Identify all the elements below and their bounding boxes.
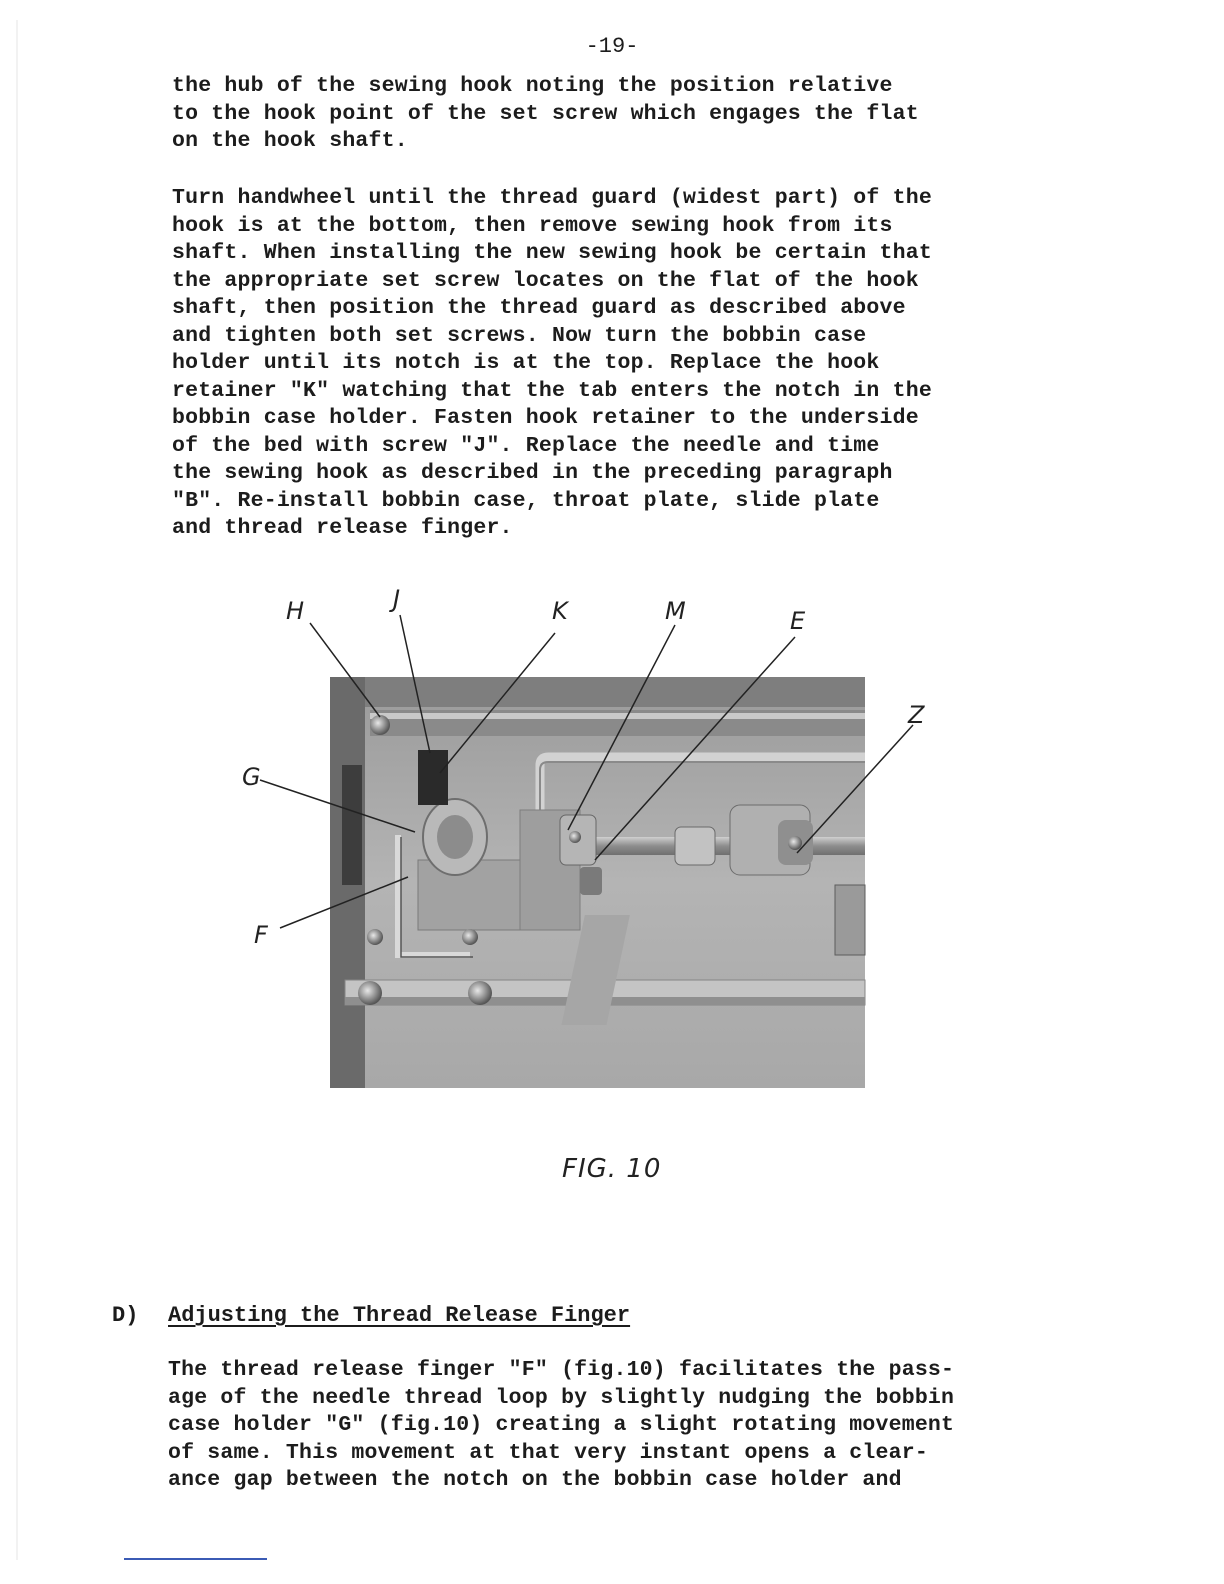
footer-rule [124,1558,267,1560]
section-heading: Adjusting the Thread Release Finger [168,1303,631,1328]
callout-label-z: Z [908,701,925,729]
paragraph-hook-hub: the hub of the sewing hook noting the position relative to the hook point of the set screw which engages the flat on the hook shaft. [172,74,919,153]
callout-label-m: M [665,597,686,625]
paragraph-thread-release: The thread release finger "F" (fig.10) facilitates the pass- age of the needle thread loop by slightly nudging the bobbin case holder "G" (fig.10) creating a slight rotating movement of same. This movement at that very instant opens a clear- ance gap between the notch on the bobbin case holder and [168,1358,955,1492]
paragraph-hook-replacement: Turn handwheel until the thread guard (widest part) of the hook is at the bottom, then remove sewing hook from its shaft. When installing the new sewing hook be certain that the appropriate set screw locates on the flat of the hook shaft, then position the thread guard as described above and tighten both set screws. Now turn the bobbin case holder until its notch is at the top. Replace the hook retainer "K" watching that the tab enters the notch in the bobbin case holder. Fasten hook retainer to the underside of the bed with screw "J". Replace the needle and time the sewing hook as described in the preceding paragraph "B". Re-install bobbin case, throat plate, slide plate and thread release finger. [172,186,932,540]
scan-margin-shade [16,20,18,1560]
callout-label-f: F [254,921,268,949]
figure-caption: FIG. 10 [562,1154,662,1184]
page-number: -19- [585,34,639,59]
callout-label-g: G [242,763,261,791]
callout-label-k: K [552,597,568,625]
callout-label-e: E [790,607,806,635]
figure-10 [230,585,950,1105]
callout-label-j: J [393,585,401,613]
callout-label-h: H [286,597,305,625]
sewing-machine-underside-photo [230,585,950,1105]
section-letter: D) [112,1303,139,1328]
